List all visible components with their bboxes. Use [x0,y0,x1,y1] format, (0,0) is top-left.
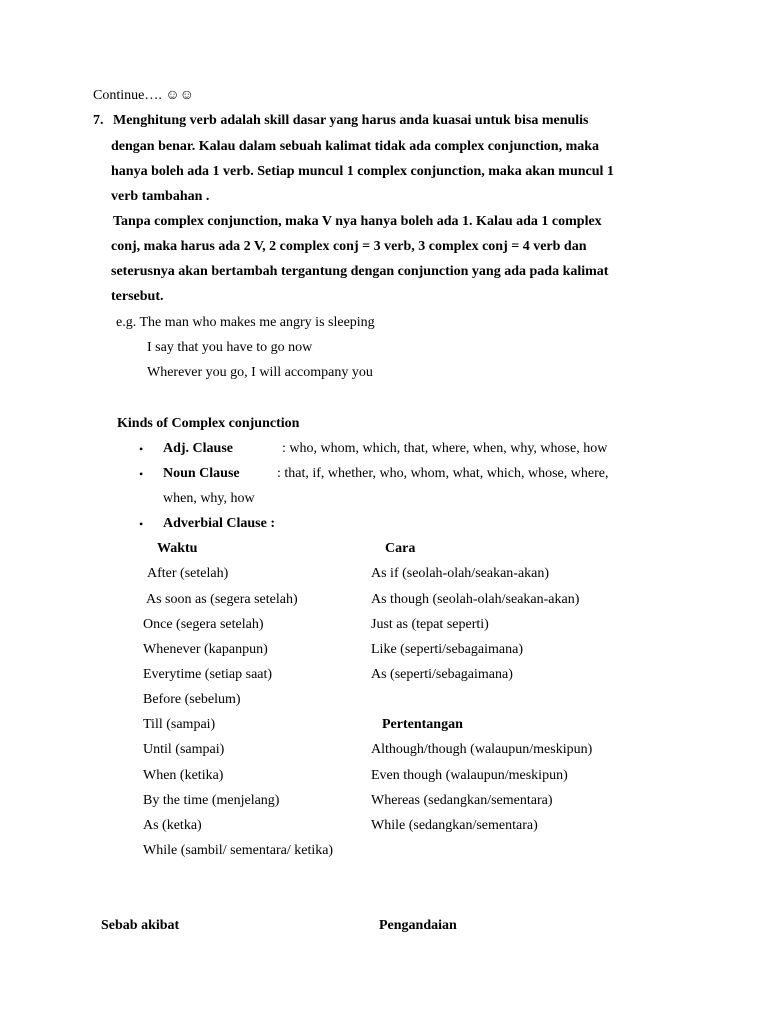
bullet-icon: • [139,467,144,481]
bullet-icon: • [139,517,144,531]
example-2: I say that you have to go now [147,340,313,355]
point7-para1-line3: hanya boleh ada 1 verb. Setiap muncul 1 complex conjunction, maka akan muncul 1 [111,164,614,179]
waktu-item: Whenever (kapanpun) [143,642,268,657]
waktu-item: Until (sampai) [143,742,225,757]
waktu-item: After (setelah) [147,566,229,581]
pertentangan-item: Whereas (sedangkan/sementara) [371,793,553,808]
cara-item: As though (seolah-olah/seakan-akan) [371,592,580,607]
point7-para1-line1: Menghitung verb adalah skill dasar yang harus anda kuasai untuk bisa menulis [113,113,589,128]
point7-para1-line2: dengan benar. Kalau dalam sebuah kalimat tidak ada complex conjunction, maka [111,139,600,154]
cara-item: Just as (tepat seperti) [371,617,489,632]
pertentangan-item: Even though (walaupun/meskipun) [371,768,568,783]
adj-clause-text: : who, whom, which, that, where, when, why, whose, how [282,441,608,456]
point7-para2-line4: tersebut. [111,289,164,304]
bullet-icon: • [139,442,144,456]
cara-item: Like (seperti/sebagaimana) [371,642,523,657]
waktu-item: Before (sebelum) [143,692,241,707]
example-1: e.g. The man who makes me angry is sleeping [116,315,375,330]
pengandaian-heading: Pengandaian [379,918,457,933]
waktu-item: While (sambil/ sementara/ ketika) [143,843,334,858]
point-number: 7. [93,113,104,128]
cara-heading: Cara [385,541,416,556]
waktu-item: When (ketika) [143,768,224,783]
point7-para2-line3: seterusnya akan bertambah tergantung dengan conjunction yang ada pada kalimat [111,264,609,279]
noun-clause-label: Noun Clause [163,466,240,481]
pertentangan-heading: Pertentangan [382,717,463,732]
noun-clause-text: : that, if, whether, who, whom, what, which, whose, where, [277,466,609,481]
adj-clause-label: Adj. Clause [163,441,234,456]
pertentangan-item: Although/though (walaupun/meskipun) [371,742,593,757]
waktu-item: By the time (menjelang) [143,793,280,808]
waktu-item: As soon as (segera setelah) [146,592,298,607]
pertentangan-item: While (sedangkan/sementara) [371,818,538,833]
waktu-item: Everytime (setiap saat) [143,667,273,682]
kinds-heading: Kinds of Complex conjunction [117,416,300,431]
waktu-item: Once (segera setelah) [143,617,264,632]
noun-clause-text-cont: when, why, how [163,491,255,506]
example-3: Wherever you go, I will accompany you [147,365,373,380]
sebab-akibat-heading: Sebab akibat [101,918,180,933]
continue-text: Continue…. ☺☺ [93,88,194,103]
cara-item: As (seperti/sebagaimana) [371,667,513,682]
point7-para2-line2: conj, maka harus ada 2 V, 2 complex conj = 3 verb, 3 complex conj = 4 verb dan [111,239,587,254]
waktu-heading: Waktu [157,541,198,556]
waktu-item: As (ketka) [143,818,202,833]
point7-para2-line1: Tanpa complex conjunction, maka V nya hanya boleh ada 1. Kalau ada 1 complex [113,214,602,229]
adverbial-clause-label: Adverbial Clause : [163,516,275,531]
waktu-item: Till (sampai) [143,717,216,732]
cara-item: As if (seolah-olah/seakan-akan) [371,566,550,581]
point7-para1-line4: verb tambahan . [111,189,210,204]
